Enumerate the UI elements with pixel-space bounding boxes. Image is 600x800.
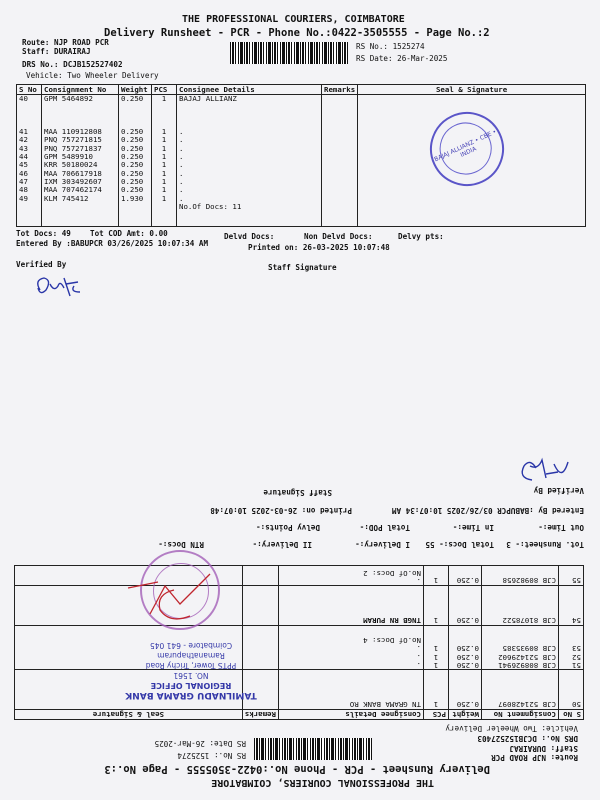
col-header-sno-2: S No — [559, 710, 584, 720]
table-row: 54 CJB 81078522 0.250 1 TNGB RN PURAM — [15, 586, 584, 626]
drs-no: DRS No.: DCJB152527402 — [22, 60, 123, 69]
col-header-pcs-2: PCS — [424, 710, 449, 720]
i-delivery: I Delivery:- — [355, 540, 410, 549]
col-consignment: GPM 5464892 MAA 110912808 PNQ 757271815 PNQ 757271837 GPM 5489910 KRR 50180024 MAA 706617918 IXM 303492607 MAA 707462174 KLM 745412 — [42, 95, 119, 227]
staff-2: Staff: DURAIRAJ — [509, 744, 578, 753]
total-pod: Total POD:- — [359, 523, 410, 532]
runsheet-title: Delivery Runsheet - PCR - Phone No.:0422-3505555 - Page No.:2 — [104, 27, 490, 39]
verifier-signature-2 — [506, 452, 576, 492]
verifier-signature — [30, 270, 90, 306]
col-header-weight: Weight — [119, 85, 152, 95]
company-title: THE PROFESSIONAL COURIERS, COIMBATORE — [182, 14, 405, 25]
runsheet-title-2: Delivery Runsheet - PCR - Phone No.:0422-3505555 - Page No.:3 — [104, 763, 490, 775]
vehicle: Vehicle: Two Wheeler Delivery — [26, 71, 159, 80]
consignment-table-2 — [14, 565, 584, 720]
table-row: 51 52 53 CJB 808926941 CJB 521429602 CJB 80935385 0.250 0.250 0.250 1 1 1 . . . No.Of Docs: 4 — [15, 626, 584, 670]
drs-no-2: DRS No.: DCJB152527403 — [477, 734, 578, 743]
tot-runsheet: Tot. Runsheet:- 3 — [506, 540, 584, 549]
no-of-docs-a: No.Of Docs: 4 — [363, 636, 421, 646]
col-header-remarks: Remarks — [322, 85, 358, 95]
col-weight: 0.250 0.250 0.250 0.250 0.250 0.250 0.250 0.250 0.250 1.930 — [119, 95, 152, 227]
rtn-docs: RTN Docs:- — [158, 540, 204, 549]
rs-date-2: RS Date: 26-Mar-2025 — [154, 739, 246, 748]
verified-by-2: Verified By — [533, 486, 584, 495]
consignee-name: BAJAJ ALLIANZ — [179, 94, 237, 103]
route: Route: NJP ROAD PCR — [22, 38, 109, 47]
barcode-2 — [254, 738, 372, 760]
tot-cod: Tot COD Amt: 0.00 — [90, 229, 168, 238]
rs-no-2: RS No.: 1525274 — [177, 751, 246, 760]
col-header-sno: S No — [17, 85, 42, 95]
table-row: 50 CJB 521428097 0.250 1 TN GRAMA BANK RO — [15, 670, 584, 710]
staff-signature-2: Staff Signature — [263, 488, 332, 497]
entered-by: Entered By :BABUPCR 03/26/2025 10:07:34 AM — [16, 239, 209, 248]
staff: Staff: DURAIRAJ — [22, 47, 91, 56]
col-header-remarks-2: Remarks — [242, 710, 278, 720]
company-title-2: THE PROFESSIONAL COURIERS, COIMBATORE — [211, 777, 434, 788]
col-remarks — [322, 95, 358, 227]
col-pcs: 1 1 1 1 1 1 1 1 1 1 — [152, 95, 177, 227]
col-consignee: BAJAJ ALLIANZ . . . . . . . . . No.Of Docs: 11 — [177, 95, 322, 227]
delvd-docs: Delvd Docs: — [224, 232, 275, 241]
staff-signature: Staff Signature — [268, 263, 337, 272]
runsheet-page-3 — [0, 400, 600, 800]
col-header-consignment-2: Consignment No — [482, 710, 559, 720]
col-header-consignee: Consignee Details — [177, 85, 322, 95]
entered-by-2: Entered By :BABUPCR 03/26/2025 10:07:34 AM — [391, 506, 584, 515]
col-sno: 40 41 42 43 44 45 46 47 48 49 — [17, 95, 42, 227]
barcode — [230, 42, 348, 64]
table-row: 55 CJB 80982658 0.250 1 . No.Of Docs: 2 — [15, 566, 584, 586]
total-docs: Total Docs:- 55 — [425, 540, 494, 549]
rs-date: RS Date: 26-Mar-2025 — [356, 54, 448, 63]
col-header-consignee-2: Consignee Details — [279, 710, 424, 720]
bank-stamp: TAMILNADU GRAMA BANK REGIONAL OFFICE NO. 1561 PPTS Tower, Trichy Road Ramanathapuram Coimbatore - 641 045 — [125, 641, 257, 700]
col-header-seal-2: Seal & Signature — [15, 710, 243, 720]
delvy-pts: Delvy pts: — [398, 232, 444, 241]
col-header-pcs: PCS — [152, 85, 177, 95]
delvy-points: Delvy Points:- — [255, 523, 320, 532]
verified-by: Verified By — [16, 260, 67, 269]
no-of-docs: No.Of Docs: 11 — [179, 201, 242, 211]
ii-delivery: II Delivery:- — [252, 540, 312, 549]
col-header-weight-2: Weight — [449, 710, 482, 720]
printed-on: Printed on: 26-03-2025 10:07:48 — [248, 243, 390, 252]
seal-stamp: BAJAJ ALLIANZ • CBE • INDIA — [418, 100, 516, 198]
in-time: In Time:- — [452, 523, 494, 532]
out-time: Out Time:- — [538, 523, 584, 532]
route-2: Route: NJP ROAD PCR — [491, 753, 578, 762]
vehicle-2: Vehicle: Two Wheeler Delivery — [445, 724, 578, 733]
col-header-seal: Seal & Signature — [358, 85, 586, 95]
col-header-consignment: Consignment No — [42, 85, 119, 95]
no-of-docs-b: No.Of Docs: 2 — [363, 568, 421, 578]
tot-docs: Tot Docs: 49 — [16, 229, 71, 238]
non-delvd-docs: Non Delvd Docs: — [304, 232, 373, 241]
rs-no: RS No.: 1525274 — [356, 42, 425, 51]
receiver-signature — [120, 564, 220, 634]
printed-on-2: Printed on: 26-03-2025 10:07:48 — [210, 506, 352, 515]
